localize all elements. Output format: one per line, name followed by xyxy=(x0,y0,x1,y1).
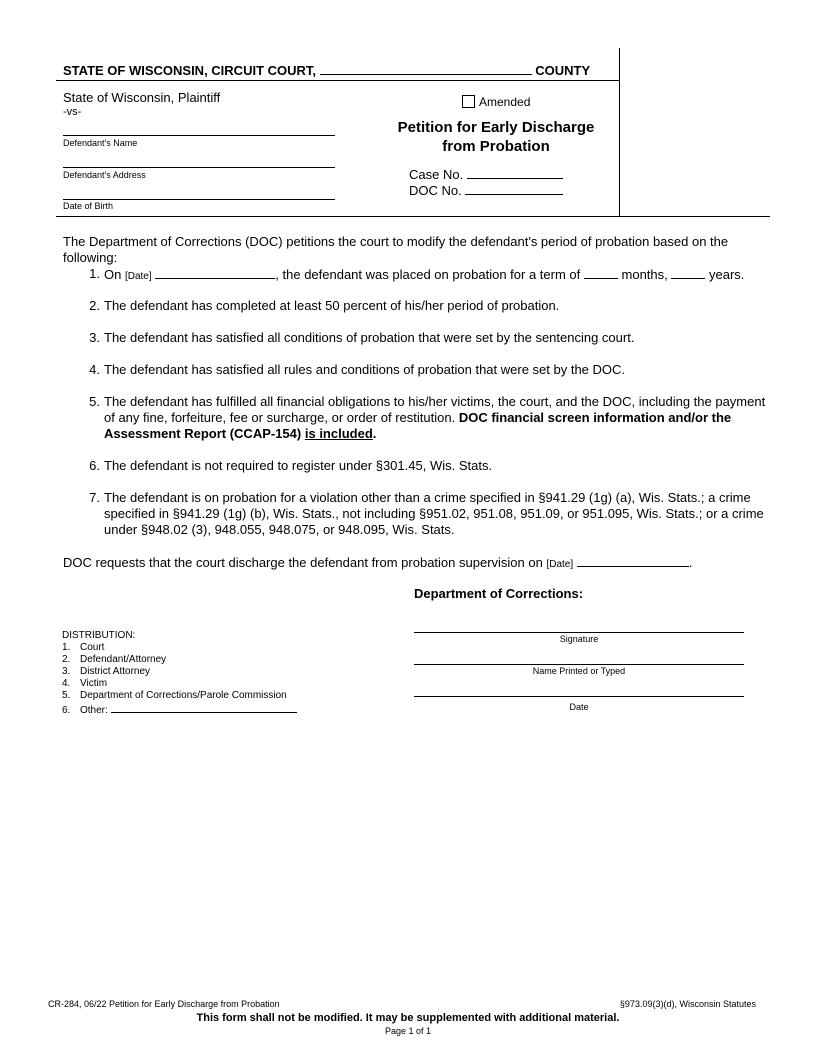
request-date-tag: [Date] xyxy=(546,559,574,570)
item-7-number: 7. xyxy=(89,490,100,505)
header-top-rule xyxy=(56,80,620,81)
distribution-item-label: Court xyxy=(80,642,105,653)
distribution-item xyxy=(62,654,166,666)
distribution-item xyxy=(62,702,297,717)
item-7-text: The defendant is on probation for a violation other than a crime specified in §941.29 (1g) (a), Wis. Stats.; a crime specified in §941.29 (1g) (b), Wis. Stats., not including §951.02, 951.08, 951.09, or 951.095, Wis. Stats.; or a crime under §948.02 (3), 948.055, 948.075, or 948.095, Wis. Stats. xyxy=(104,490,764,537)
signature-field[interactable] xyxy=(414,632,744,633)
footer-page: Page 1 of 1 xyxy=(384,1026,432,1036)
intro-paragraph: The Department of Corrections (DOC) petitions the court to modify the defendant's period of probation based on the following: xyxy=(63,234,729,265)
distribution-other-field[interactable] xyxy=(111,702,297,713)
footer-form-id: CR-284, 06/22 Petition for Early Discharge from Probation xyxy=(48,999,280,1009)
case-no-field[interactable] xyxy=(467,166,563,179)
distribution-item-label: Defendant/Attorney xyxy=(80,654,167,665)
court-heading xyxy=(63,62,590,78)
item-5-end: . xyxy=(372,426,377,441)
footer-notice: This form shall not be modified. It may be supplemented with additional material. xyxy=(196,1012,620,1024)
footer-statute: §973.09(3)(d), Wisconsin Statutes xyxy=(619,999,756,1009)
item-5-text xyxy=(104,394,770,442)
distribution-item-number: 1. xyxy=(62,642,71,653)
distribution-item-number: 6. xyxy=(62,705,71,716)
distribution-item xyxy=(62,690,287,702)
item-5-bold-underline: is included xyxy=(304,426,373,441)
form-title-line1: Petition for Early Discharge xyxy=(397,119,595,136)
distribution-item xyxy=(62,678,107,690)
item-6-text: The defendant is not required to register under §301.45, Wis. Stats. xyxy=(104,458,493,473)
defendant-address-label: Defendant's Address xyxy=(63,170,146,180)
distribution-title: DISTRIBUTION: xyxy=(62,630,136,641)
name-printed-label: Name Printed or Typed xyxy=(532,666,626,676)
months-field[interactable] xyxy=(584,266,618,279)
signature-date-label: Date xyxy=(569,702,589,712)
distribution-item-number: 2. xyxy=(62,654,71,665)
vs-label: -vs- xyxy=(63,106,82,118)
distribution-item xyxy=(62,666,150,678)
form-title-line2: from Probation xyxy=(442,138,550,155)
county-label: COUNTY xyxy=(535,63,591,78)
case-no-label: Case No. xyxy=(409,167,464,182)
item-5-number: 5. xyxy=(89,394,100,409)
amended-row xyxy=(462,95,530,109)
dept-label: Department of Corrections: xyxy=(414,586,584,601)
signature-date-field[interactable] xyxy=(414,696,744,697)
dob-label: Date of Birth xyxy=(63,201,114,211)
header-bottom-rule xyxy=(56,216,770,217)
discharge-date-field[interactable] xyxy=(577,554,689,567)
signature-label: Signature xyxy=(559,634,599,644)
item-2-number: 2. xyxy=(89,298,100,313)
item-1-number: 1. xyxy=(89,266,100,281)
item-1-mid: , the defendant was placed on probation for a term of xyxy=(275,267,581,282)
item-3-text: The defendant has satisfied all conditions of probation that were set by the sentencing court. xyxy=(104,330,635,345)
distribution-item-number: 3. xyxy=(62,666,71,677)
dob-field[interactable] xyxy=(63,199,335,200)
item-3-number: 3. xyxy=(89,330,100,345)
request-line xyxy=(63,554,692,570)
court-prefix: STATE OF WISCONSIN, CIRCUIT COURT, xyxy=(63,63,317,78)
request-end: . xyxy=(688,555,693,570)
years-field[interactable] xyxy=(671,266,705,279)
form-title xyxy=(380,118,612,156)
name-printed-field[interactable] xyxy=(414,664,744,665)
case-no-row xyxy=(409,166,563,182)
item-1-text xyxy=(104,266,770,285)
item-4-text: The defendant has satisfied all rules and conditions of probation that were set by the DOC. xyxy=(104,362,626,377)
item-5-bold: DOC financial screen information and/or the Assessment Report (CCAP-154) xyxy=(104,410,732,441)
distribution-item-label: Department of Corrections/Parole Commission xyxy=(80,690,287,701)
distribution-item-label: Victim xyxy=(80,678,108,689)
doc-no-field[interactable] xyxy=(465,182,563,195)
item-1-months: months, xyxy=(621,267,668,282)
placement-date-field[interactable] xyxy=(155,266,275,279)
request-prefix: DOC requests that the court discharge the defendant from probation supervision on xyxy=(63,555,543,570)
amended-label: Amended xyxy=(479,95,531,109)
amended-checkbox[interactable] xyxy=(462,95,475,108)
county-name-field[interactable] xyxy=(320,62,532,75)
distribution-item-number: 4. xyxy=(62,678,71,689)
item-2-text: The defendant has completed at least 50 percent of his/her period of probation. xyxy=(104,298,560,313)
distribution-item-label: Other: xyxy=(80,705,108,716)
doc-no-row xyxy=(409,182,563,198)
item-5-plain: The defendant has fulfilled all financial obligations to his/her victims, the court, and the DOC, including the payment of any fine, forfeiture, fee or surcharge, or order of restitution. xyxy=(104,394,766,425)
header-right-vertical-rule xyxy=(619,48,620,216)
item-1-years: years. xyxy=(709,267,745,282)
item-1-on: On xyxy=(104,267,122,282)
item-6-number: 6. xyxy=(89,458,100,473)
item-1-date-tag: [Date] xyxy=(124,271,152,282)
distribution-item-number: 5. xyxy=(62,690,71,701)
defendant-name-label: Defendant's Name xyxy=(63,138,138,148)
distribution-item-label: District Attorney xyxy=(80,666,151,677)
plaintiff-label: State of Wisconsin, Plaintiff xyxy=(63,90,221,105)
doc-no-label: DOC No. xyxy=(409,183,462,198)
distribution-item xyxy=(62,642,104,654)
item-4-number: 4. xyxy=(89,362,100,377)
defendant-name-field[interactable] xyxy=(63,135,335,136)
defendant-address-field[interactable] xyxy=(63,167,335,168)
